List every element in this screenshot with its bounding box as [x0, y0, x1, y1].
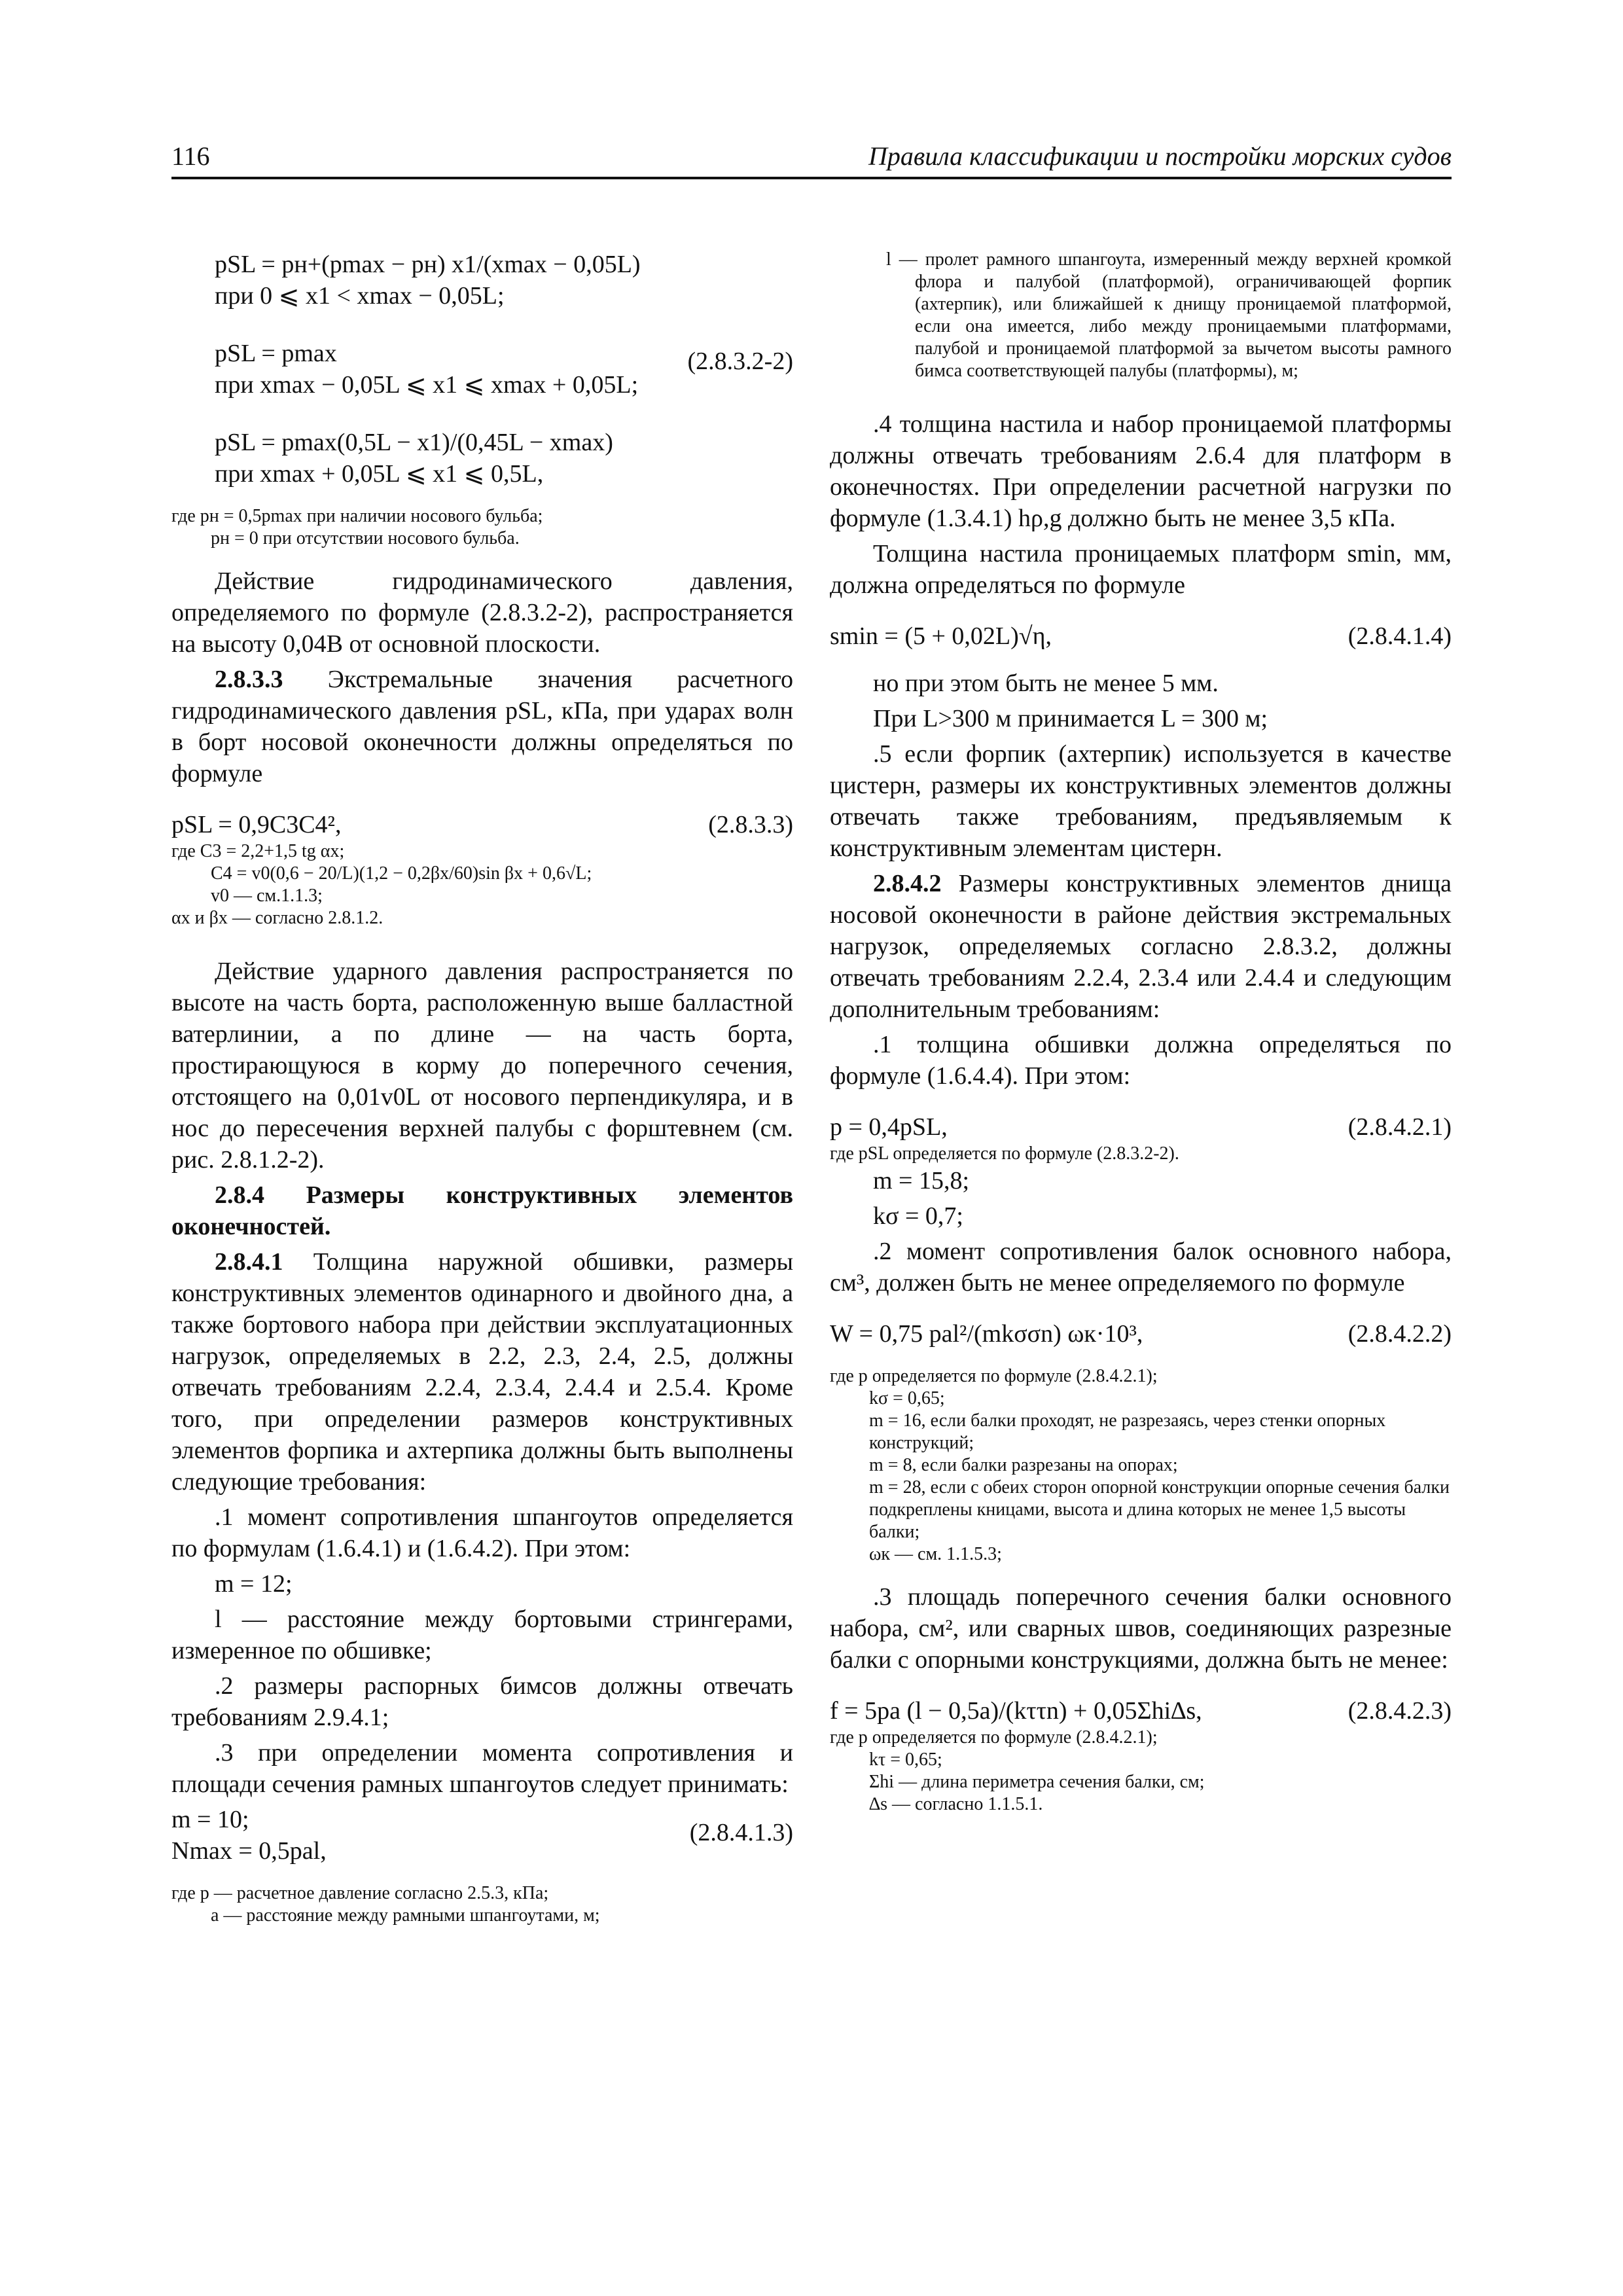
formula-number: (2.8.4.2.1): [1347, 1113, 1452, 1141]
section-number: 2.8.4.1: [215, 1248, 283, 1276]
where-line: где pSL определяется по формуле (2.8.3.2-2).: [830, 1143, 1179, 1164]
formula-28421: [830, 1111, 1452, 1143]
paragraph: .2 момент сопротивления балок основного набора, см³, должен быть не менее определяемого по формуле: [830, 1238, 1452, 1297]
paragraph: l — расстояние между бортовыми стрингерами, измеренное по обшивке;: [171, 1605, 793, 1664]
formula-2833: [171, 809, 793, 840]
section-number: 2.8.3.3: [215, 666, 283, 693]
formula-psl-1: [171, 249, 793, 312]
where-line: αx и βx — согласно 2.8.1.2.: [171, 908, 383, 928]
page-number: 116: [171, 141, 210, 171]
where-block: [171, 505, 793, 550]
where-line: a — расстояние между рамными шпангоутами, м;: [211, 1905, 600, 1926]
paragraph: .1 момент сопротивления шпангоутов определяется по формулам (1.6.4.1) и (1.6.4.2). При этом:: [171, 1503, 793, 1562]
paragraph: При L>300 м принимается L = 300 м;: [873, 705, 1268, 732]
formula-28422: [830, 1318, 1452, 1350]
where-line: l — пролет рамного шпангоута, измеренный между верхней кромкой флора и палубой (платформой), ограничивающей форпик (ахтерпик), или ближайшей к днищу проницаемой платформой, если она имеется, либо между проницаемыми платформами, палубой и проницаемой платформой за вычетом высоты рамного бимса соответствующей палубы (платформы), м;: [886, 249, 1452, 381]
where-line: где p определяется по формуле (2.8.4.2.1);: [830, 1366, 1158, 1386]
formula-number: (2.8.4.1.3): [689, 1819, 793, 1846]
formula-psl-3: [171, 427, 793, 490]
paragraph: [171, 1246, 793, 1498]
where-line: где pн = 0,5pmax при наличии носового бульба;: [171, 506, 543, 526]
where-block: [830, 1365, 1452, 1566]
formula-line: Nmax = 0,5pal,: [171, 1837, 327, 1865]
formula-28414: [830, 620, 1452, 652]
formula-line: pSL = pmax: [215, 340, 337, 367]
formula-line: f = 5pa (l − 0,5a)/(kττn) + 0,05Σhi∆s,: [830, 1697, 1202, 1725]
where-line: где p — расчетное давление согласно 2.5.3, кПа;: [171, 1883, 549, 1903]
formula-line: pSL = pн+(pmax − pн) x1/(xmax − 0,05L): [215, 251, 641, 278]
header-rule: [171, 177, 1452, 179]
formula-number: (2.8.4.1.4): [1347, 622, 1452, 650]
formula-psl-2: [171, 338, 793, 401]
page-header: [171, 141, 1452, 180]
where-line: m = 16, если балки проходят, не разрезаясь, через стенки опорных конструкций;: [869, 1410, 1386, 1453]
formula-number: (2.8.4.2.3): [1347, 1697, 1452, 1725]
paragraph: .2 размеры распорных бимсов должны отвечать требованиям 2.9.4.1;: [171, 1672, 793, 1731]
paragraph: .4 толщина настила и набор проницаемой платформы должны отвечать требованиям 2.6.4 для платформ в оконечностях. При определении расчетной нагрузки по формуле (1.3.4.1) hρ,g должно быть не менее 3,5 кПа.: [830, 410, 1452, 532]
where-line: где p определяется по формуле (2.8.4.2.1);: [830, 1727, 1158, 1748]
where-line: ∆s — согласно 1.1.5.1.: [869, 1794, 1043, 1814]
formula-line: pSL = pmax(0,5L − x1)/(0,45L − xmax): [215, 429, 613, 456]
section-number: 2.8.4.2: [873, 870, 942, 897]
paragraph: m = 15,8;: [873, 1167, 970, 1194]
where-line: m = 8, если балки разрезаны на опорах;: [869, 1455, 1178, 1475]
paragraph: Действие гидродинамического давления, определяемого по формуле (2.8.3.2-2), распространяется на высоту 0,04B от основной плоскости.: [171, 567, 793, 658]
paragraph: .1 толщина обшивки должна определяться по формуле (1.6.4.4). При этом:: [830, 1031, 1452, 1090]
where-line: v0 — см.1.1.3;: [211, 886, 323, 906]
paragraph: но при этом быть не менее 5 мм.: [873, 670, 1219, 697]
where-block: [830, 1727, 1452, 1816]
where-line: pн = 0 при отсутствии носового бульба.: [211, 528, 520, 548]
formula-condition: при xmax + 0,05L ⩽ x1 ⩽ 0,5L,: [215, 460, 544, 488]
paragraph: .5 если форпик (ахтерпик) используется в качестве цистерн, размеры их конструктивных элементов должны отвечать также требованиям, предъявляемым к конструктивным элементам цистерн.: [830, 740, 1452, 862]
paragraph: [830, 868, 1452, 1025]
paragraph: m = 12;: [215, 1570, 293, 1598]
where-line: kσ = 0,65;: [869, 1388, 945, 1408]
formula-line: pSL = 0,9C3C4²,: [171, 811, 342, 838]
where-block: [171, 840, 793, 929]
formula-condition: при xmax − 0,05L ⩽ x1 ⩽ xmax + 0,05L;: [215, 371, 639, 399]
running-title: Правила классификации и постройки морских судов: [868, 141, 1452, 171]
paragraph-text: Толщина наружной обшивки, размеры конструктивных элементов одинарного и двойного дна, а также бортового набора при действии эксплуатационных нагрузок, определяемых в 2.2, 2.3, 2.4, 2.5, должны отвечать требованиям 2.2.4, 2.3.4, 2.4.4 и 2.5.4. Кроме того, при определении размеров конструктивных элементов форпика и ахтерпика должны быть выполнены следующие требования:: [171, 1248, 793, 1496]
formula-line: smin = (5 + 0,02L)√η,: [830, 622, 1052, 650]
paragraph: Действие ударного давления распространяется по высоте на часть борта, расположенную выше балластной ватерлинии, а по длине — на часть борта, простирающуюся в корму до поперечного сечения, отстоящего на 0,01v0L от носового перпендикуляра, и в нос до пересечения верхней палубы с форштевнем (см. рис. 2.8.1.2-2).: [171, 958, 793, 1174]
paragraph: .3 при определении момента сопротивления и площади сечения рамных шпангоутов следует принимать:: [171, 1739, 793, 1798]
paragraph-text: Размеры конструктивных элементов днища носовой оконечности в районе действия экстремальных нагрузок, определяемых согласно 2.8.3.2, должны отвечать требованиям 2.2.4, 2.3.4 или 2.4.4 и следующим дополнительным требованиям:: [830, 870, 1452, 1023]
formula-number: (2.8.3.3): [708, 811, 793, 838]
where-line: C4 = v0(0,6 − 20/L)(1,2 − 0,2βx/60)sin βx + 0,6√L;: [211, 863, 592, 884]
paragraph: Толщина настила проницаемых платформ smin, мм, должна определяться по формуле: [830, 540, 1452, 599]
left-column: [171, 249, 793, 1927]
paragraph: .3 площадь поперечного сечения балки основного набора, см², или сварных швов, соединяющих разрезные балки с опорными конструкциями, должна быть не менее:: [830, 1583, 1452, 1674]
right-column: [830, 249, 1452, 1816]
formula-line: m = 10;: [171, 1806, 249, 1833]
formula-line: W = 0,75 pal²/(mkσσn) ωк·10³,: [830, 1320, 1143, 1348]
paragraph: kσ = 0,7;: [873, 1202, 963, 1230]
paragraph-text: Экстремальные значения расчетного гидродинамического давления pSL, кПа, при ударах волн в борт носовой оконечности должны определяться по формуле: [171, 666, 793, 787]
formula-line: p = 0,4pSL,: [830, 1113, 948, 1141]
formula-28413: [171, 1804, 793, 1867]
section-heading: 2.8.4 Размеры конструктивных элементов оконечностей.: [171, 1181, 793, 1240]
where-line: где C3 = 2,2+1,5 tg αx;: [171, 841, 345, 861]
where-block: [171, 1882, 793, 1927]
formula-number: (2.8.3.2-2): [687, 348, 793, 375]
formula-28423: [830, 1695, 1452, 1727]
where-line: Σhi — длина периметра сечения балки, см;: [869, 1772, 1205, 1792]
where-line: m = 28, если с обеих сторон опорной конструкции опорные сечения балки подкреплены кницами, высота и длина которых не менее 1,5 высоты балки;: [869, 1477, 1450, 1542]
paragraph: [171, 664, 793, 789]
formula-number: (2.8.4.2.2): [1347, 1320, 1452, 1348]
where-line: kτ = 0,65;: [869, 1749, 942, 1770]
where-line: ωк — см. 1.1.5.3;: [869, 1544, 1002, 1564]
formula-condition: при 0 ⩽ x1 < xmax − 0,05L;: [215, 282, 505, 310]
